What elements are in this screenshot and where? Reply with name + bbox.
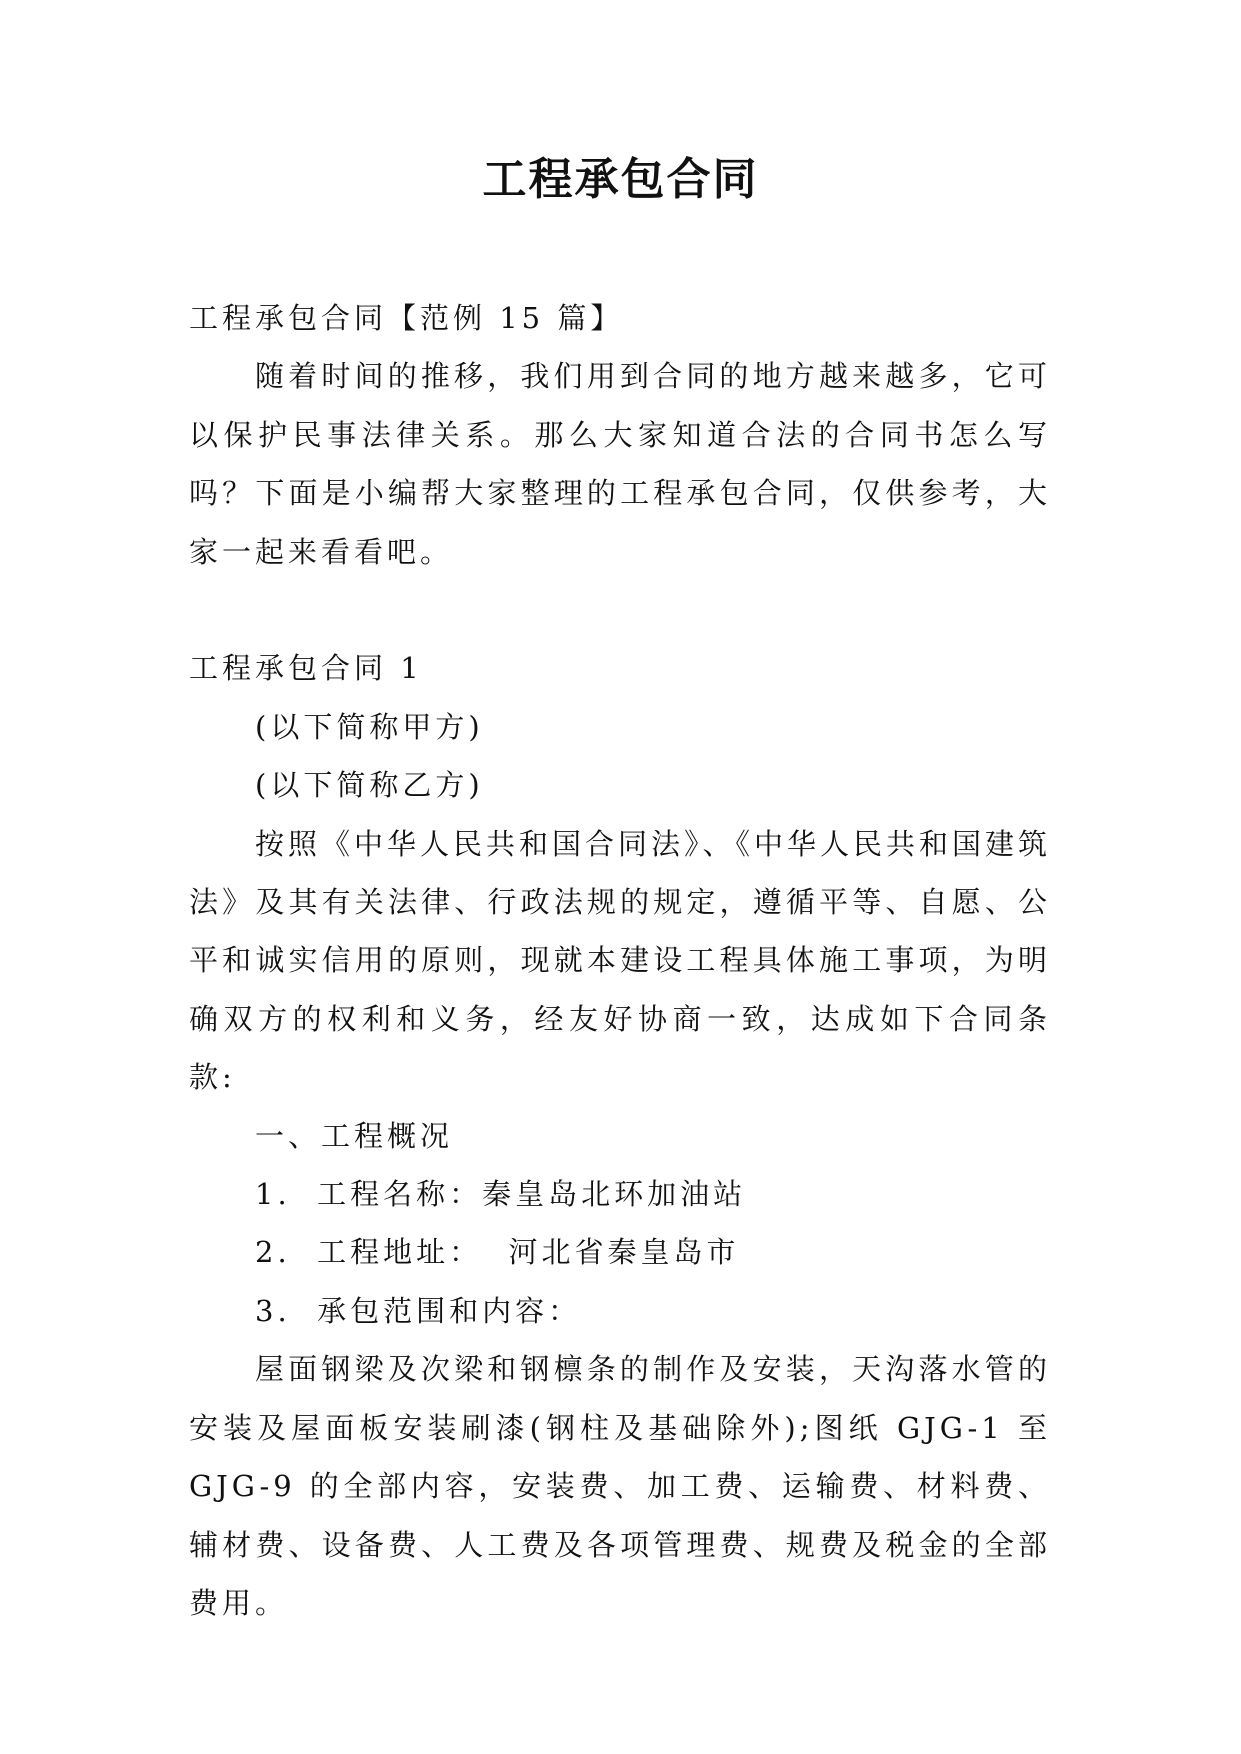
party-b-line: (以下简称乙方) (255, 768, 484, 803)
party-a-line: (以下简称甲方) (255, 709, 484, 744)
clause-heading-overview: 一、工程概况 (255, 1118, 454, 1153)
paragraph-spacer (189, 581, 1051, 639)
clause-item-scope: 3. 承包范围和内容： (255, 1293, 582, 1328)
document-body (189, 289, 1065, 1632)
intro-paragraph: 随着时间的推移，我们用到合同的地方越来越多，它可以保护民事法律关系。那么大家知道合法的合同书怎么写吗？下面是小编帮大家整理的工程承包合同，仅供参考，大家一起来看看吧。 (189, 359, 1051, 569)
scope-description-paragraph: 屋面钢梁及次梁和钢檩条的制作及安装，天沟落水管的安装及屋面板安装刷漆(钢柱及基础除外);图纸 GJG-1 至 GJG-9 的全部内容，安装费、加工费、运输费、材料费、辅材费、设备费、人工费及各项管理费、规费及税金的全部费用。 (189, 1352, 1065, 1620)
section-heading-contract-1: 工程承包合同 1 (189, 651, 423, 686)
document-title: 工程承包合同 (482, 154, 759, 205)
document-subtitle: 工程承包合同【范例 15 篇】 (189, 301, 624, 335)
clause-item-project-address: 2. 工程地址： 河北省秦皇岛市 (255, 1235, 740, 1270)
legal-basis-paragraph: 按照《中华人民共和国合同法》、《中华人民共和国建筑法》及其有关法律、行政法规的规定，遵循平等、自愿、公平和诚实信用的原则，现就本建设工程具体施工事项，为明确双方的权利和义务，经友好协商一致，达成如下合同条款: (189, 826, 1052, 1095)
clause-item-project-name: 1. 工程名称：秦皇岛北环加油站 (255, 1177, 747, 1212)
